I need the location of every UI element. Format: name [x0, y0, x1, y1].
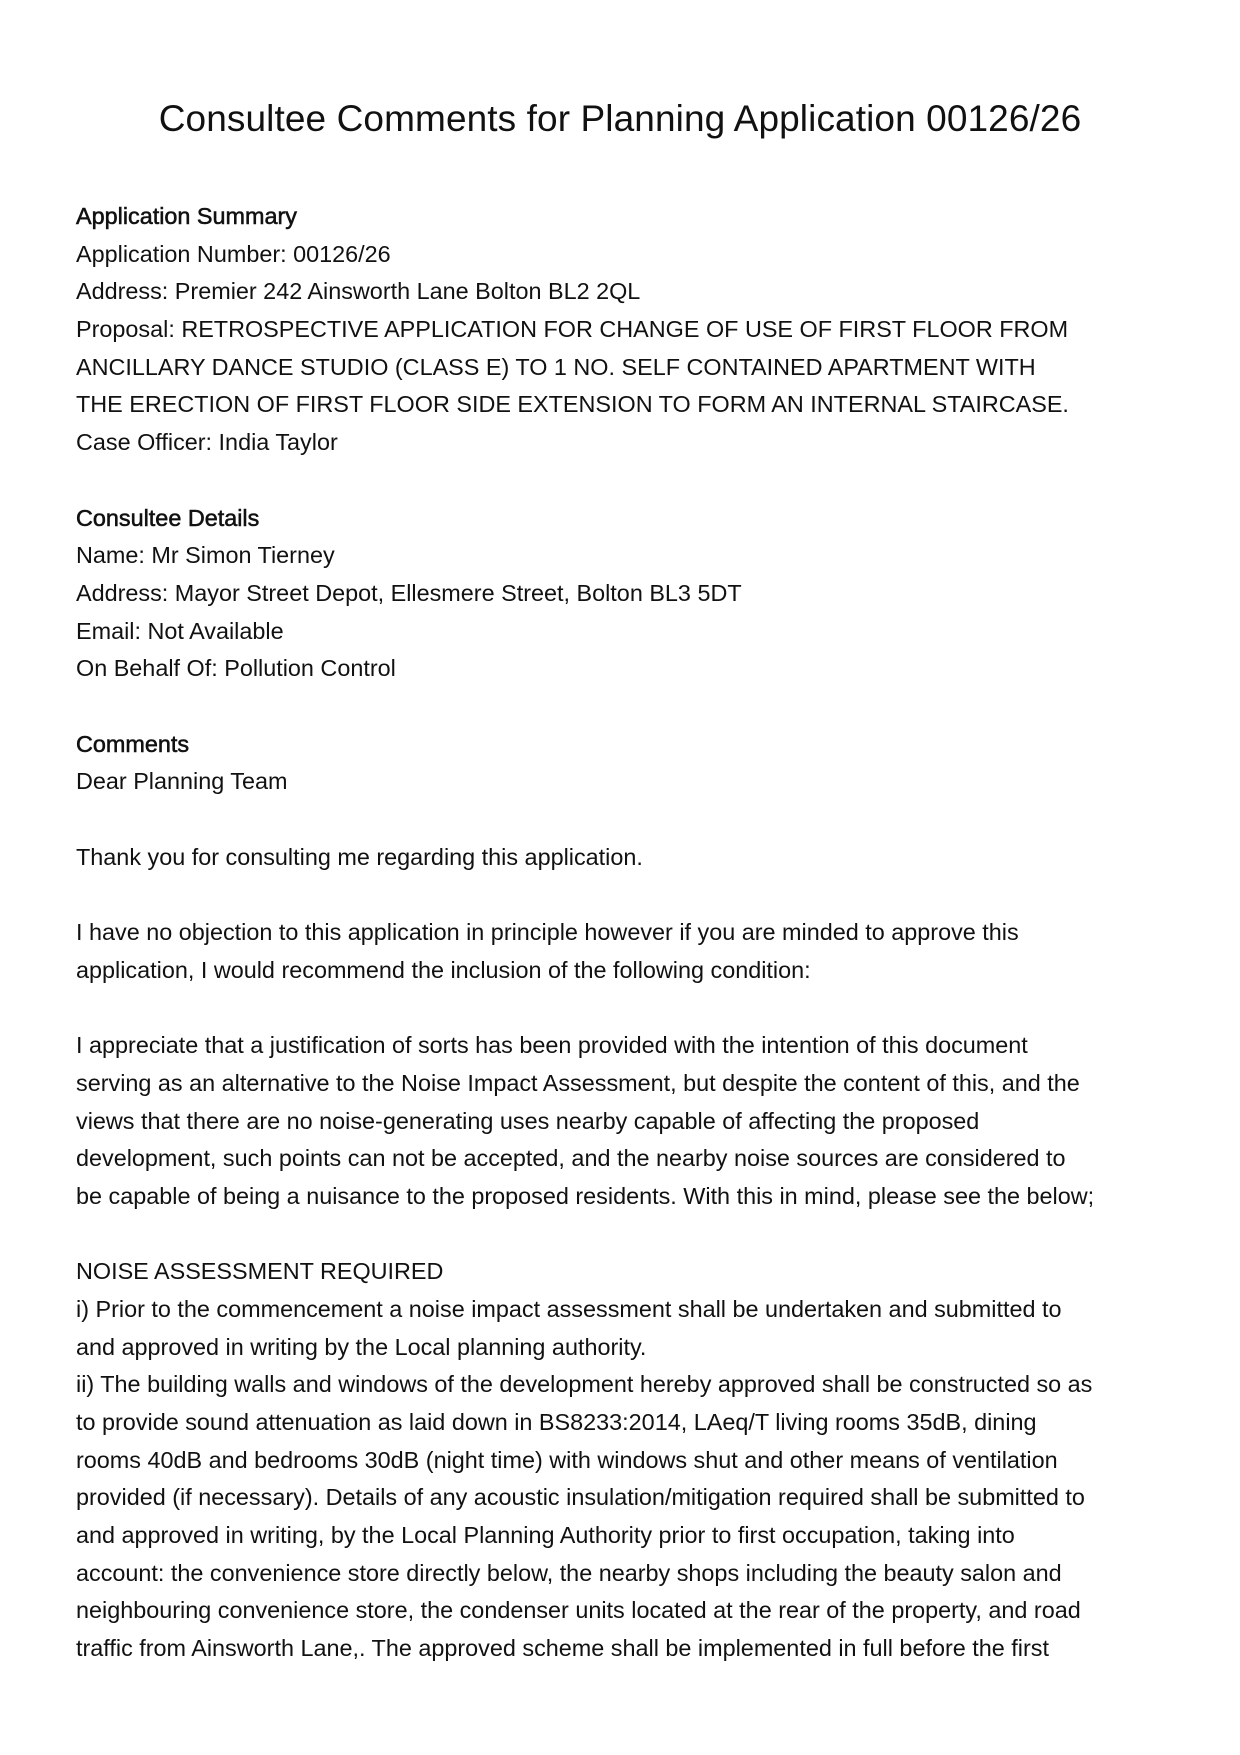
paragraph-line: serving as an alternative to the Noise Impact Assessment, but despite the content of this, and the [76, 1069, 1080, 1096]
spacer [76, 1216, 1186, 1254]
paragraph-line: views that there are no noise-generating uses nearby capable of affecting the proposed [76, 1107, 980, 1134]
proposal-line: Proposal: RETROSPECTIVE APPLICATION FOR CHANGE OF USE OF FIRST FLOOR FROM [76, 316, 1069, 343]
spacer [76, 462, 1186, 500]
paragraph-line: I have no objection to this application in principle however if you are minded to approve this [76, 919, 1019, 946]
proposal-line: THE ERECTION OF FIRST FLOOR SIDE EXTENSION TO FORM AN INTERNAL STAIRCASE. [76, 391, 1069, 418]
condition-line: neighbouring convenience store, the condenser units located at the rear of the property, and road [76, 1597, 1081, 1624]
comment-paragraph-3 [76, 1027, 1186, 1215]
comment-paragraph-2 [76, 914, 1186, 989]
spacer [76, 688, 1186, 726]
condition-line: i) Prior to the commencement a noise impact assessment shall be undertaken and submitted to [76, 1295, 1062, 1322]
comments-section [76, 726, 1186, 1668]
comment-paragraph-1 [76, 839, 1186, 877]
condition-line: traffic from Ainsworth Lane,. The approved scheme shall be implemented in full before the first [76, 1635, 1049, 1662]
paragraph-line: be capable of being a nuisance to the proposed residents. With this in mind, please see the below; [76, 1182, 1095, 1209]
condition-line: account: the convenience store directly below, the nearby shops including the beauty salon and [76, 1559, 1062, 1586]
consultee-address: Address: Mayor Street Depot, Ellesmere Street, Bolton BL3 5DT [76, 579, 742, 606]
consultee-name: Name: Mr Simon Tierney [76, 542, 335, 569]
case-officer: Case Officer: India Taylor [76, 429, 338, 456]
application-summary-heading: Application Summary [76, 203, 298, 229]
consultee-details-heading: Consultee Details [76, 504, 260, 531]
paragraph-line: application, I would recommend the inclusion of the following condition: [76, 956, 811, 983]
condition-line: ii) The building walls and windows of the development hereby approved shall be constructed so as [76, 1371, 1093, 1398]
comments-heading: Comments [76, 730, 190, 757]
paragraph-line: Thank you for consulting me regarding this application. [76, 843, 643, 870]
condition-line: and approved in writing by the Local planning authority. [76, 1333, 647, 1360]
document-body [76, 198, 1186, 1668]
spacer [76, 801, 1186, 839]
noise-assessment-condition [76, 1253, 1186, 1668]
consultee-details-section [76, 500, 1186, 688]
application-number: Application Number: 00126/26 [76, 240, 391, 267]
spacer [76, 876, 1186, 914]
paragraph-line: development, such points can not be accepted, and the nearby noise sources are considered to [76, 1145, 1066, 1172]
proposal-line: ANCILLARY DANCE STUDIO (CLASS E) TO 1 NO. SELF CONTAINED APARTMENT WITH [76, 353, 1036, 380]
page-title: Consultee Comments for Planning Application 00126/26 [158, 98, 1082, 139]
condition-line: and approved in writing, by the Local Planning Authority prior to first occupation, taking into [76, 1522, 1015, 1549]
condition-line: provided (if necessary). Details of any acoustic insulation/mitigation required shall be submitted to [76, 1484, 1085, 1511]
application-address: Address: Premier 242 Ainsworth Lane Bolton BL2 2QL [76, 278, 641, 305]
paragraph-line: I appreciate that a justification of sorts has been provided with the intention of this document [76, 1032, 1028, 1059]
consultee-email: Email: Not Available [76, 617, 284, 644]
condition-line: rooms 40dB and bedrooms 30dB (night time) with windows shut and other means of ventilation [76, 1446, 1058, 1473]
consultee-on-behalf-of: On Behalf Of: Pollution Control [76, 655, 396, 682]
salutation: Dear Planning Team [76, 768, 288, 795]
condition-heading: NOISE ASSESSMENT REQUIRED [76, 1258, 444, 1285]
spacer [76, 989, 1186, 1027]
condition-line: to provide sound attenuation as laid down in BS8233:2014, LAeq/T living rooms 35dB, dining [76, 1409, 1037, 1435]
application-summary-section [76, 198, 1186, 462]
